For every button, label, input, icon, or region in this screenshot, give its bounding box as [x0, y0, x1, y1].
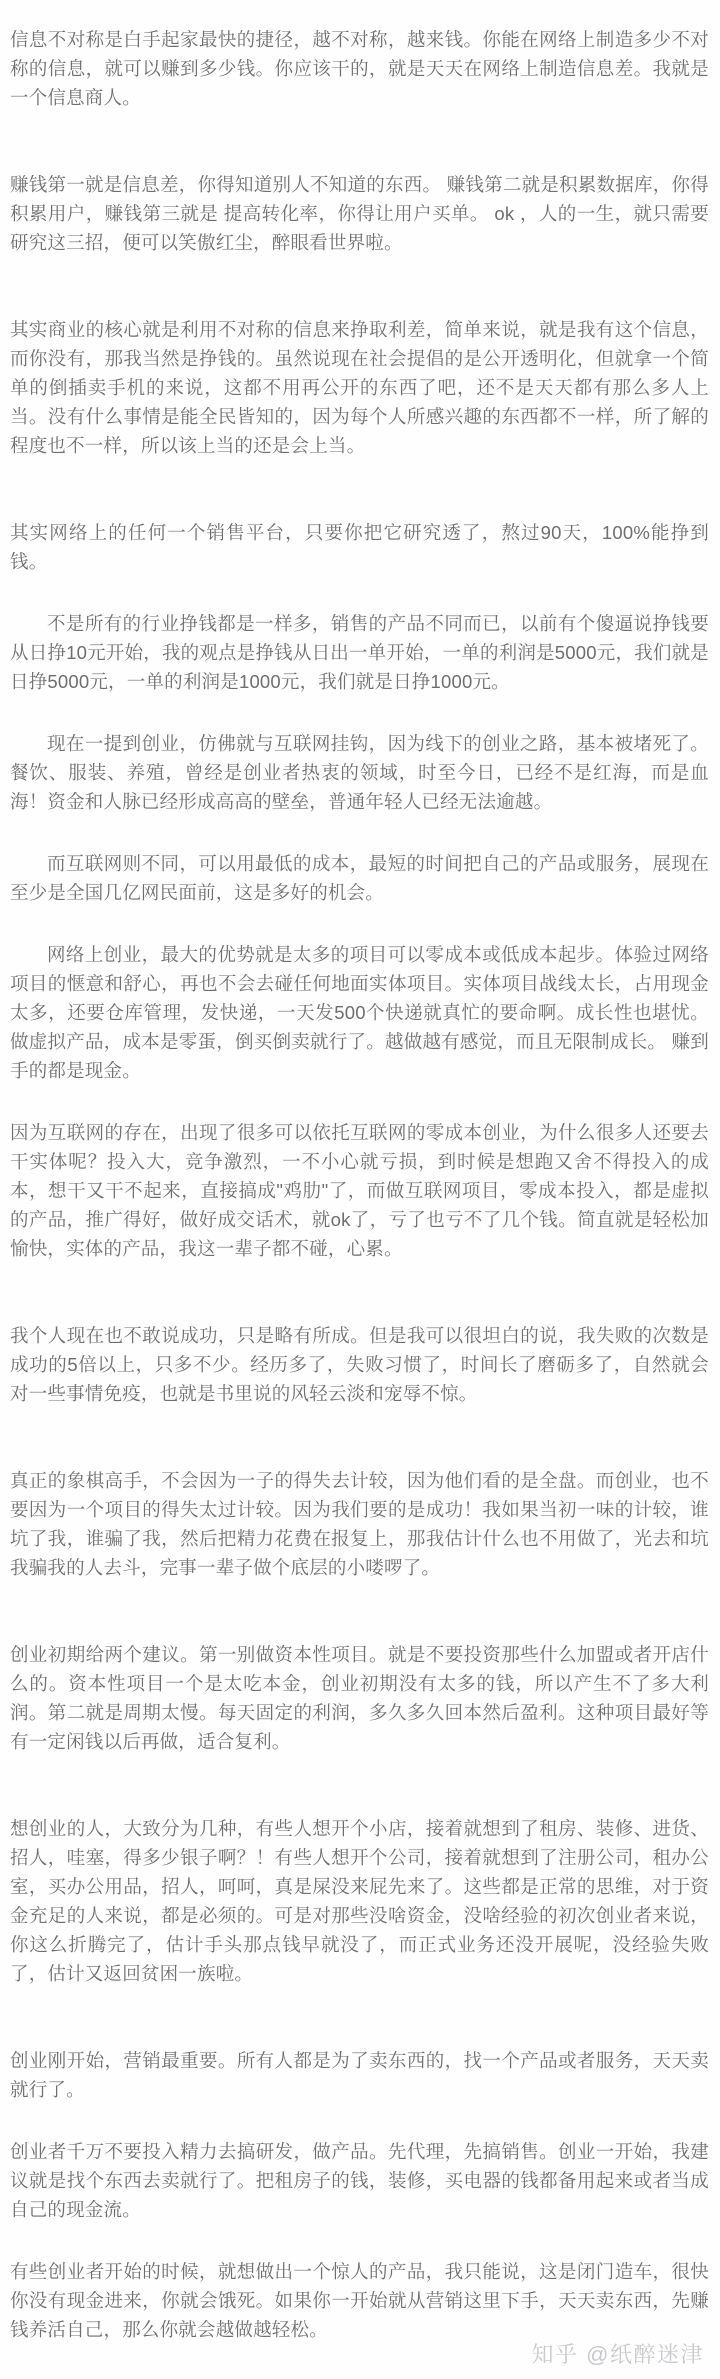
- paragraph: 真正的象棋高手，不会因为一子的得失去计较，因为他们看的是全盘。而创业，也不要因为一个项目的得失太过计较。因为我们要的是成功！我如果当初一味的计较，谁坑了我，谁骗了我，然后把精力花费在报复上，那我估计什么也不用做了，光去和坑我骗我的人去斗，完事一辈子做个底层的小喽啰了。: [10, 1470, 709, 1578]
- watermark-text: 知乎 @纸醉迷津: [531, 2342, 704, 2367]
- paragraph: 其实商业的核心就是利用不对称的信息来挣取利差，简单来说，就是我有这个信息，而你没有，那我当然是挣钱的。虽然说现在社会提倡的是公开透明化，但就拿一个简单的倒插卖手机的来说，这都不用再公开的东西了吧，还不是天天都有那么多人上当。没有什么事情是能全民皆知的，因为每个人所感兴趣的东西都不一样，所了解的程度也不一样，所以该上当的还是会上当。: [10, 319, 709, 456]
- paragraph: 有些创业者开始的时候，就想做出一个惊人的产品，我只能说，这是闭门造车，很快你没有现金进来，你就会饿死。如果你一开始就从营销这里下手，天天卖东西，先赚钱养活自己，那么你就会越做越轻松。: [10, 2261, 709, 2340]
- paragraph: 因为互联网的存在，出现了很多可以依托互联网的零成本创业，为什么很多人还要去干实体呢？投入大，竞争激烈，一不小心就亏损，到时候是想跑又舍不得投入的成本，想干又干不起来，直接搞成"鸡肋"了，而做互联网项目，零成本投入，都是虚拟的产品，推广得好，做好成交话术，就ok了，亏了也亏不了几个钱。简直就是轻松加愉快，实体的产品，我这一辈子都不碰，心累。: [10, 1122, 709, 1259]
- paragraph: 其实网络上的任何一个销售平台，只要你把它研究透了，熬过90天，100%能挣到钱。: [10, 522, 709, 572]
- paragraph: 赚钱第一就是信息差，你得知道别人不知道的东西。 赚钱第二就是积累数据库，你得积累用户，赚钱第三就是 提高转化率，你得让用户买单。 ok ，人的一生，就只需要研究这三招，便可以笑傲红尘，醉眼看世界啦。: [10, 174, 709, 253]
- paragraph: 想创业的人，大致分为几种，有些人想开个小店，接着就想到了租房、装修、进货、招人，哇塞，得多少银子啊？！有些人想开个公司，接着就想到了注册公司，租办公室，买办公用品，招人，呵呵，真是屎没来屁先来了。这些都是正常的思维，对于资金充足的人来说，都是必须的。可是对那些没啥资金，没啥经验的初次创业者来说，你这么折腾完了，估计手头那点钱早就没了，而正式业务还没开展呢，没经验失败了，估计又返回贫困一族啦。: [10, 1818, 709, 1984]
- paragraph: 网络上创业，最大的优势就是太多的项目可以零成本或低成本起步。体验过网络项目的惬意和舒心，再也不会去碰任何地面实体项目。实体项目战线太长，占用现金太多，还要仓库管理，发快递，一天发500个快递就真忙的要命啊。成长性也堪忧。 做虚拟产品，成本是零蛋，倒买倒卖就行了。越做越有感觉，而且无限制成长。 赚到手的都是现金。: [10, 944, 709, 1081]
- paragraph: 信息不对称是白手起家最快的捷径，越不对称，越来钱。你能在网络上制造多少不对称的信息，就可以赚到多少钱。你应该干的，就是天天在网络上制造信息差。我就是一个信息商人。: [10, 29, 709, 108]
- paragraph: 创业者千万不要投入精力去搞研发，做产品。先代理，先搞销售。创业一开始，我建议就是找个东西去卖就行了。把租房子的钱，装修，买电器的钱都备用起来或者当成自己的现金流。: [10, 2141, 709, 2220]
- paragraph: 不是所有的行业挣钱都是一样多，销售的产品不同而已，以前有个傻逼说挣钱要从日挣10元开始，我的观点是挣钱从日出一单开始，一单的利润是5000元，我们就是日挣5000元，一单的利润是1000元，我们就是日挣1000元。: [10, 613, 709, 692]
- paragraph: 我个人现在也不敢说成功，只是略有所成。但是我可以很坦白的说，我失败的次数是成功的5倍以上，只多不少。经历多了，失败习惯了，时间长了磨砺多了，自然就会对一些事情免疫，也就是书里说的风轻云淡和宠辱不惊。: [10, 1325, 709, 1404]
- paragraph: 现在一提到创业，仿佛就与互联网挂钩，因为线下的创业之路，基本被堵死了。餐饮、服装、养殖，曾经是创业者热衷的领域，时至今日，已经不是红海，而是血海！资金和人脉已经形成高高的壁垒，普通年轻人已经无法逾越。: [10, 733, 709, 812]
- paragraph: 创业初期给两个建议。第一别做资本性项目。就是不要投资那些什么加盟或者开店什么的。资本性项目一个是太吃本金，创业初期没有太多的钱，所以产生不了多大利润。第二就是周期太慢。每天固定的利润，多久多久回本然后盈利。这种项目最好等有一定闲钱以后再做，适合复利。: [10, 1644, 709, 1752]
- paragraph: 创业刚开始，营销最重要。所有人都是为了卖东西的，找一个产品或者服务，天天卖就行了。: [10, 2050, 709, 2100]
- paragraph: 而互联网则不同，可以用最低的成本，最短的时间把自己的产品或服务，展现在至少是全国几亿网民面前，这是多好的机会。: [10, 853, 709, 903]
